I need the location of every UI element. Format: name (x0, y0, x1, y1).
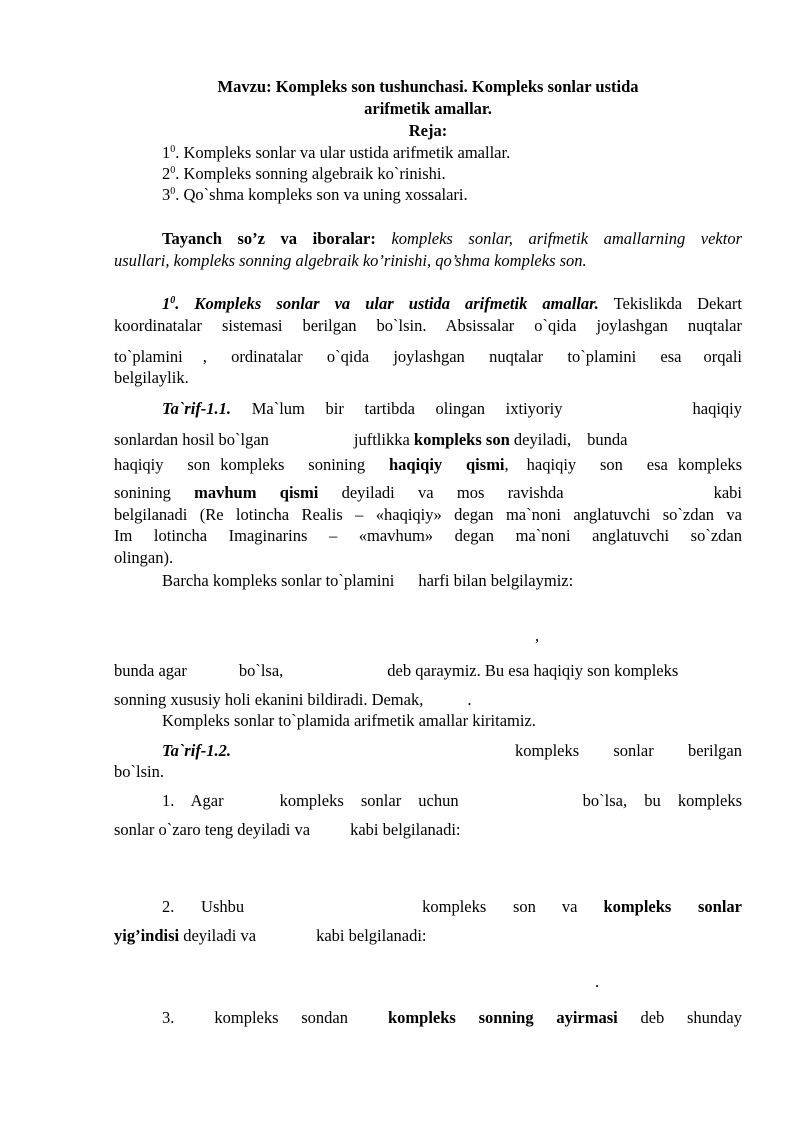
plan-item-3: $3^0$. Qo`shma kompleks son va uning xossalari. (162, 185, 468, 204)
def-1-2-line-2: bo`lsin. (114, 762, 164, 781)
def-1-1-line-6: Im lotincha Imaginarins – «mavhum» degan ma`noni anglatuvchi so`zdan (114, 526, 742, 545)
def-1-1-line-1: Ta`rif-1.1. Ma`lum bir tartibda olingan ixtiyoriy haqiqiy (162, 399, 742, 418)
def-1-2-item-1-line-1: 1. Agar kompleks sonlar uchun bo`lsa, bu kompleks (162, 791, 742, 810)
def-1-2-item-2-line-1: 2. Ushbu kompleks son va kompleks sonlar (162, 897, 743, 916)
def-1-2-item-3-line-1: 3. kompleks sondan kompleks sonning ayirmasi deb shunday (162, 1008, 742, 1027)
plan-item-1: $1^0$. Kompleks sonlar va ular ustida arifmetik amallar. (162, 143, 511, 162)
title-line-2: arifmetik amallar. (364, 99, 492, 118)
def-1-1-line-3: haqiqiy son kompleks sonining haqiqiy qismi, haqiqiy son esa kompleks (114, 455, 742, 474)
def-1-2-item-2-line-2: yig’indisi deyiladi va kabi belgilanadi: (114, 926, 427, 945)
def-1-1-line-9: bunda agar bo`lsa, deb qaraymiz. Bu esa haqiqiy son kompleks (114, 661, 679, 680)
section-1-line-4: belgilaylik. (114, 368, 189, 387)
def-1-2-label: Ta`rif-1.2. (162, 741, 232, 760)
keywords-line-2: usullari, kompleks sonning algebraik ko’rinishi, qo’shma kompleks son. (114, 251, 587, 270)
def-1-1-line-7: olingan). (114, 548, 174, 567)
title-line-1: Mavzu: Kompleks son tushunchasi. Kompleks sonlar ustida (217, 77, 639, 96)
plan-item-2: $2^0$. Kompleks sonning algebraik ko`rinishi. (162, 164, 446, 183)
section-1-heading-line: $1^0$. Kompleks sonlar va ular ustida arifmetik amallar. Tekislikda Dekart (162, 294, 743, 313)
def-1-2-item-1-line-2: sonlar o`zaro teng deyiladi va kabi belgilanadi: (114, 820, 461, 839)
def-1-1-line-10: sonning xususiy holi ekanini bildiradi. Demak, . (114, 690, 472, 709)
formula-comma: , (535, 626, 540, 645)
def-1-1-line-5: belgilanadi (Re lotincha Realis – «haqiqiy» degan ma`noni anglatuvchi so`zdan va (114, 505, 742, 524)
section-1-line-3: to`plamini , ordinatalar o`qida joylashgan nuqtalar to`plamini esa orqali (114, 347, 742, 366)
section-1-line-2: koordinatalar sistemasi berilgan bo`lsin. Absissalar o`qida joylashgan nuqtalar (114, 316, 742, 335)
plan-heading: Reja: (408, 121, 448, 140)
keywords-line-1: Tayanch so’z va iboralar: kompleks sonlar, arifmetik amallarning vektor (162, 229, 742, 248)
def-1-1-line-2: sonlardan hosil bo`lgan juftlikka kompleks son deyiladi, bunda (114, 430, 628, 449)
def-1-1-line-8: Barcha kompleks sonlar to`plamini harfi bilan belgilaymiz: (162, 571, 574, 590)
def-1-1-line-11: Kompleks sonlar to`plamida arifmetik amallar kiritamiz. (162, 711, 536, 730)
formula-period: . (595, 972, 600, 991)
def-1-1-line-4: sonining mavhum qismi deyiladi va mos ravishda kabi (114, 483, 743, 502)
def-1-2-line-1: kompleks sonlar berilgan (515, 741, 742, 760)
